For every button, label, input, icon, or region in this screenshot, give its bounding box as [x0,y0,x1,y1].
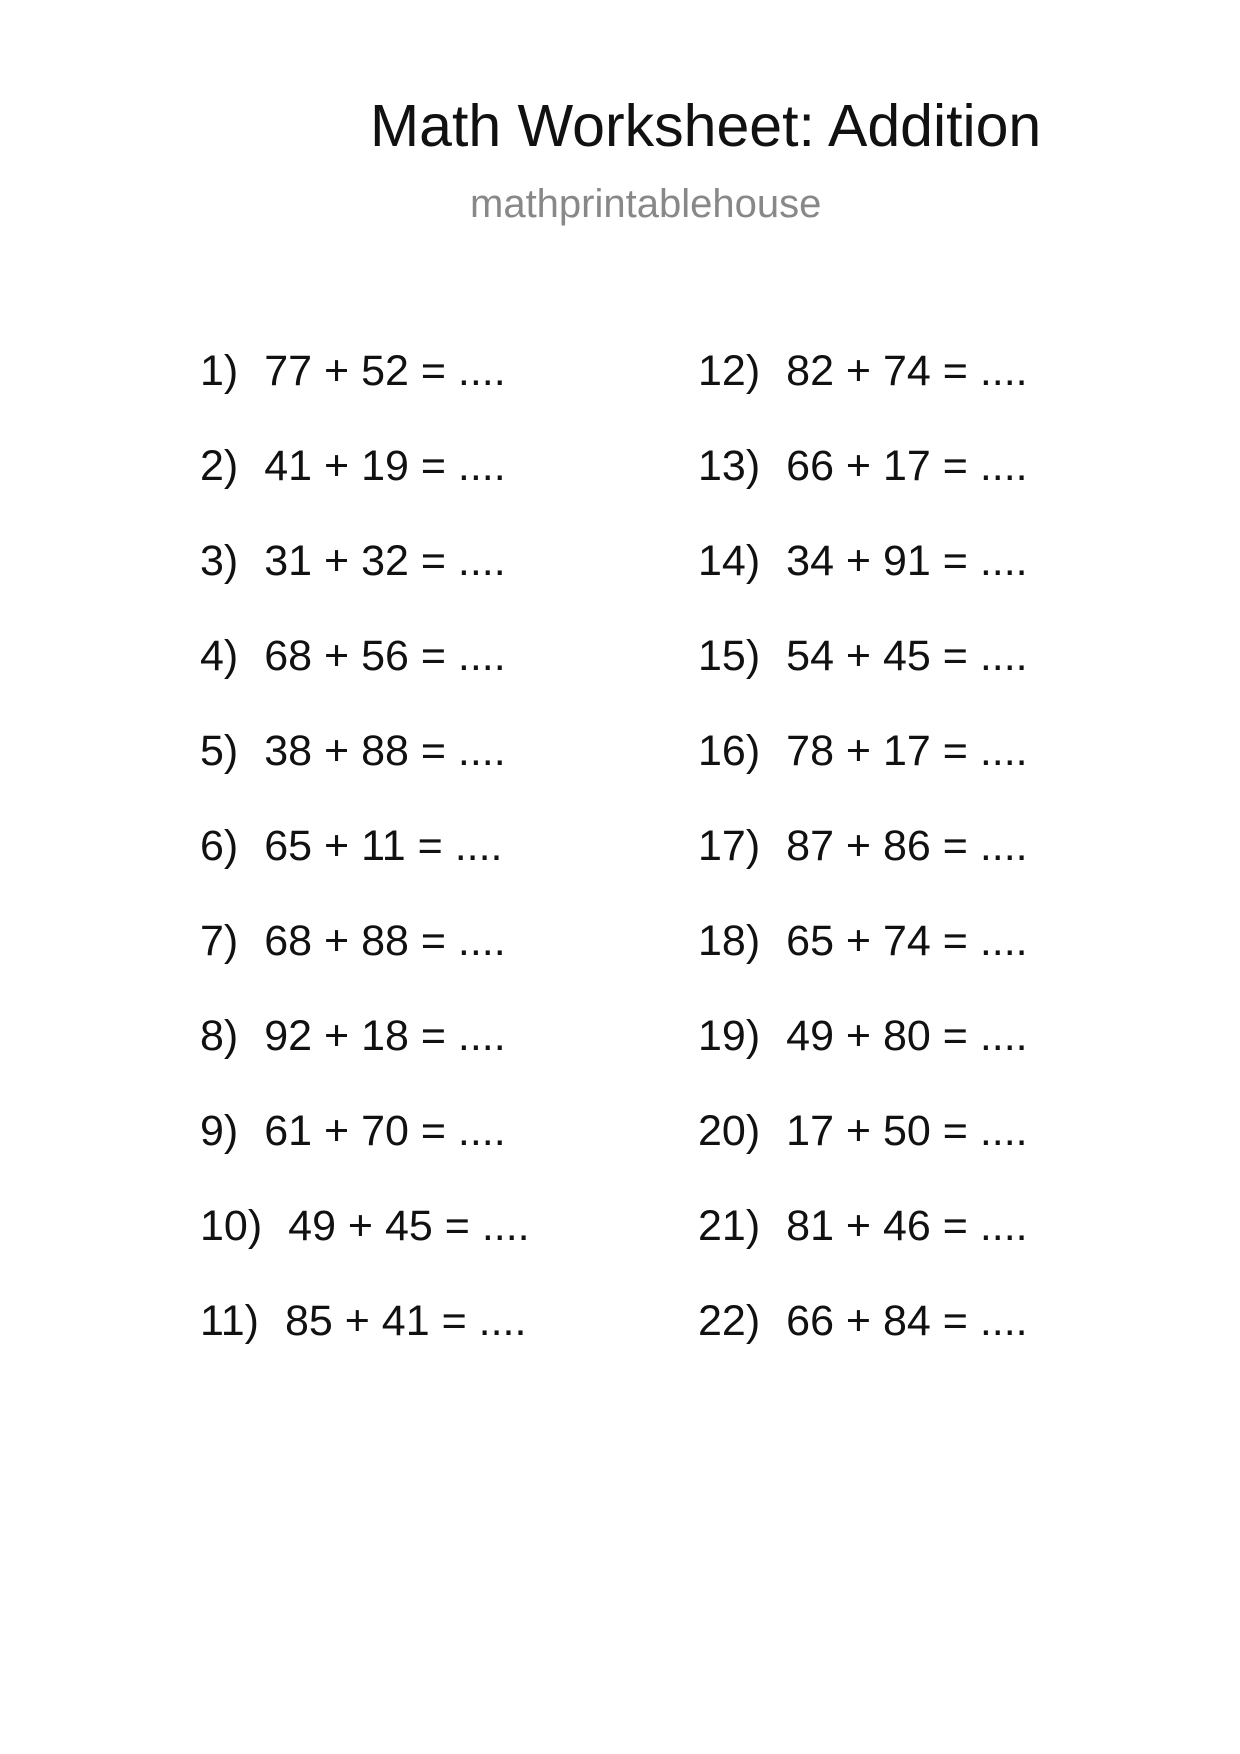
problem-22 [698,1297,1028,1395]
problem-expression: 61 + 70 = .... [264,1107,506,1155]
problem-expression: 54 + 45 = .... [786,632,1028,680]
problem-number: 1) [200,347,239,395]
problem-number: 5) [200,727,239,775]
problem-7 [200,917,530,1015]
problem-number: 12) [698,347,761,395]
problem-expression: 82 + 74 = .... [786,347,1028,395]
problem-number: 14) [698,537,761,585]
left-column [200,347,530,1395]
worksheet-subtitle: mathprintablehouse [470,182,822,226]
problem-expression: 85 + 41 = .... [284,1297,527,1345]
problem-number: 6) [200,822,239,870]
problem-expression: 34 + 91 = .... [786,537,1028,585]
problem-expression: 49 + 45 = .... [288,1202,530,1250]
problem-17 [698,822,1028,920]
problem-8 [200,1012,530,1110]
problem-expression: 81 + 46 = .... [786,1202,1028,1250]
problem-number: 2) [200,442,239,490]
problem-3 [200,537,530,635]
problem-14 [698,537,1028,635]
worksheet-title: Math Worksheet: Addition [370,93,1042,159]
problem-expression: 87 + 86 = .... [786,822,1028,870]
problem-expression: 68 + 88 = .... [264,917,506,965]
problem-number: 15) [698,632,761,680]
problem-16 [698,727,1028,825]
problem-expression: 66 + 84 = .... [786,1297,1028,1345]
problem-15 [698,632,1028,730]
problem-expression: 31 + 32 = .... [264,537,506,585]
problem-6 [200,822,530,920]
problem-number: 11) [200,1297,259,1345]
problem-expression: 65 + 74 = .... [786,917,1028,965]
problem-number: 13) [698,442,761,490]
problem-expression: 49 + 80 = .... [786,1012,1028,1060]
problem-13 [698,442,1028,540]
problem-expression: 78 + 17 = .... [786,727,1028,775]
problem-10 [200,1202,530,1300]
problem-expression: 38 + 88 = .... [264,727,506,775]
problem-number: 19) [698,1012,761,1060]
problem-9 [200,1107,530,1205]
problem-expression: 92 + 18 = .... [264,1012,506,1060]
problem-12 [698,347,1028,445]
problem-expression: 77 + 52 = .... [264,347,506,395]
problem-expression: 68 + 56 = .... [264,632,506,680]
problem-number: 3) [200,537,239,585]
problem-number: 8) [200,1012,239,1060]
problem-number: 21) [698,1202,761,1250]
problem-4 [200,632,530,730]
right-column [698,347,1028,1395]
problem-5 [200,727,530,825]
problem-number: 9) [200,1107,239,1155]
problem-2 [200,442,530,540]
problem-number: 4) [200,632,239,680]
problem-21 [698,1202,1028,1300]
problem-1 [200,347,530,445]
problem-18 [698,917,1028,1015]
problem-number: 7) [200,917,239,965]
problem-number: 17) [698,822,761,870]
problem-number: 16) [698,727,761,775]
problem-expression: 65 + 11 = .... [264,822,503,870]
problem-19 [698,1012,1028,1110]
problem-number: 22) [698,1297,761,1345]
problem-number: 20) [698,1107,761,1155]
problem-20 [698,1107,1028,1205]
problem-number: 18) [698,917,761,965]
problem-expression: 66 + 17 = .... [786,442,1028,490]
problem-11 [200,1297,530,1395]
problem-number: 10) [200,1202,263,1250]
problem-expression: 17 + 50 = .... [786,1107,1028,1155]
problem-expression: 41 + 19 = .... [264,442,506,490]
